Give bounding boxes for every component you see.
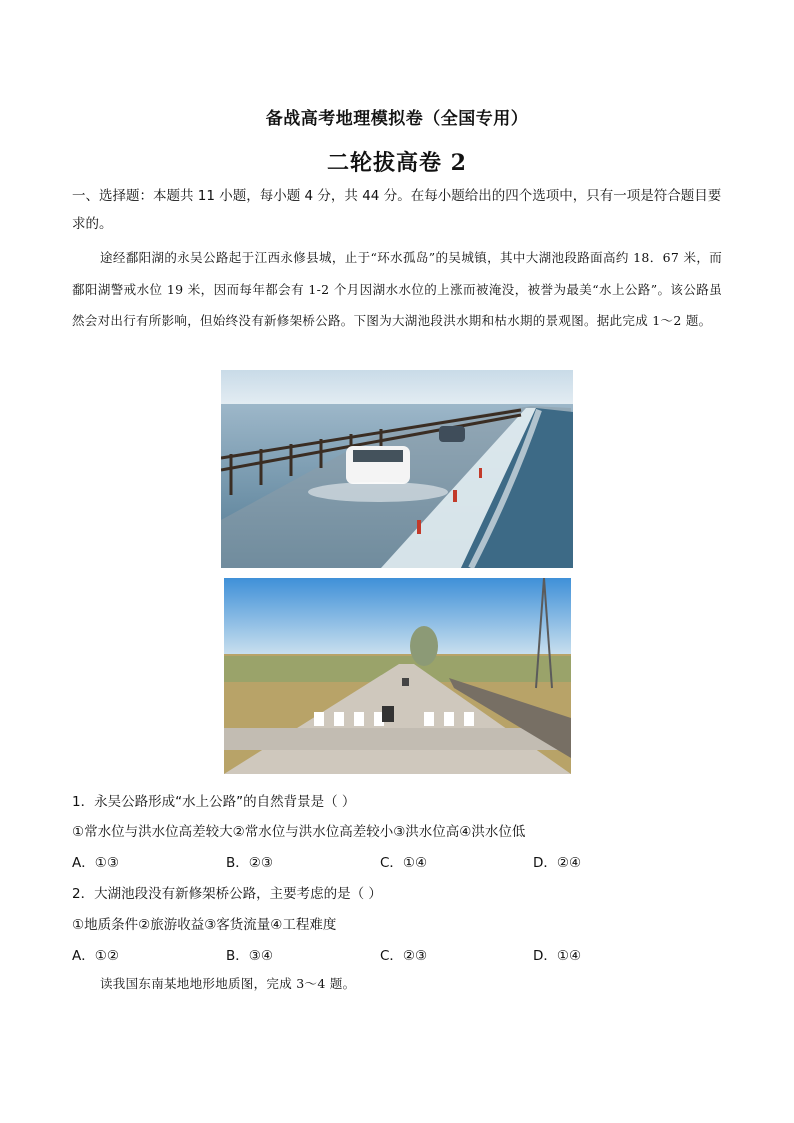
section-prefix: 一、选择题： — [72, 188, 153, 204]
exam-title: 备战高考地理模拟卷（全国专用） — [265, 109, 529, 129]
question-2-items: ①地质条件②旅游收益③客货流量④工程难度 — [72, 917, 337, 933]
flood-season-road-photo — [221, 370, 573, 568]
passage: 途经鄱阳湖的永吴公路起于江西永修县城，止于“环水孤岛”的吴城镇，其中大湖池段路面高约 18．67 米，而鄱阳湖警戒水位 19 米，因而每年都会有 1-2 个月因湖水水位的上涨而被淹没，被誉为最美“水上公路”。该公路虽然会对出行有所影响，但始终没有新修架桥公路。下图为大湖池段洪水期和枯水期的景观图。据此完成 1～2 题。 — [72, 250, 722, 328]
next-question-lead: 读我国东南某地地形地质图，完成 3～4 题。 — [100, 976, 356, 991]
section-text: 本题共 11 小题，每小题 4 分，共 44 分。在每小题给出的四个选项中，只有一项是符合题目要求的。 — [72, 188, 722, 232]
question-1-option-c[interactable]: C．①④ — [380, 855, 428, 871]
question-2-option-c[interactable]: C．②③ — [380, 948, 428, 964]
question-1-stem: 1．永吴公路形成“水上公路”的自然背景是（ ） — [72, 794, 356, 810]
dry-season-road-photo — [224, 578, 571, 774]
question-2-option-d[interactable]: D．①④ — [533, 948, 582, 964]
question-1-option-a[interactable]: A．①③ — [72, 855, 119, 871]
question-1-option-d[interactable]: D．②④ — [533, 855, 582, 871]
question-2-stem: 2．大湖池段没有新修架桥公路，主要考虑的是（ ） — [72, 886, 382, 902]
question-2-option-b[interactable]: B．③④ — [226, 948, 273, 964]
question-1-option-b[interactable]: B．②③ — [226, 855, 273, 871]
section-instruction — [72, 182, 732, 238]
question-2-option-a[interactable]: A．①② — [72, 948, 119, 964]
exam-subtitle: 二轮拔高卷 2 — [327, 150, 467, 176]
question-1-items: ①常水位与洪水位高差较大②常水位与洪水位高差较小③洪水位高④洪水位低 — [72, 824, 526, 840]
